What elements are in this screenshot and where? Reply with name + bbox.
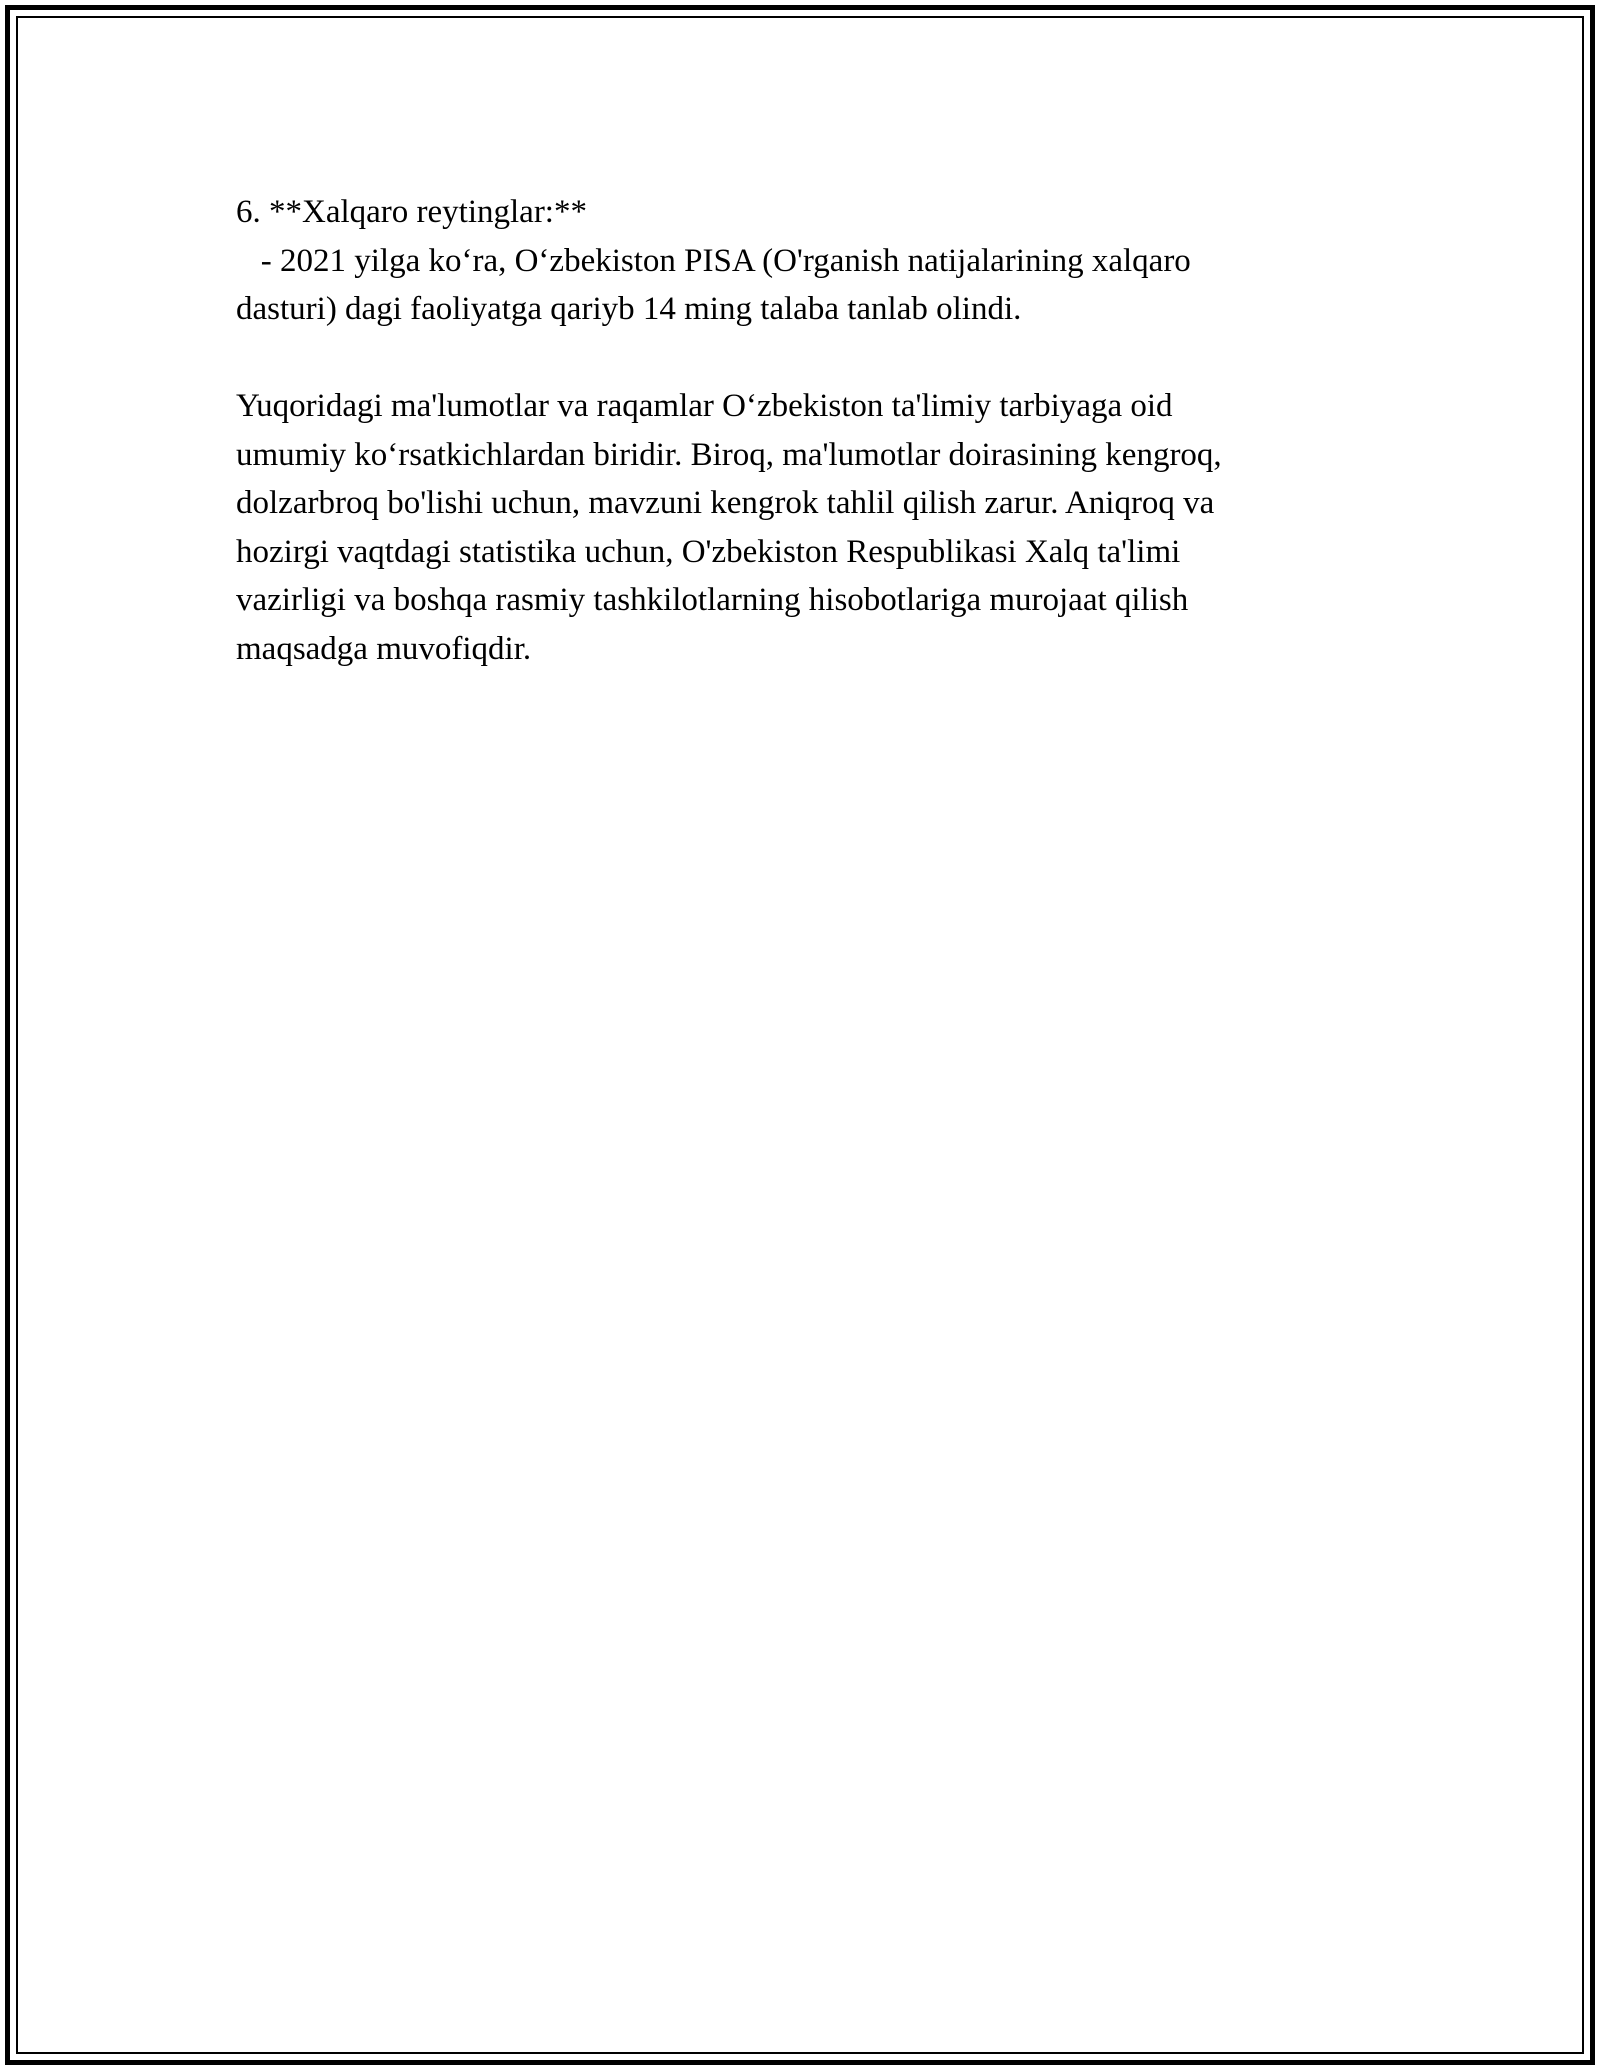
paragraph-spacer: [236, 334, 1366, 383]
section-line-2: dasturi) dagi faoliyatga qariyb 14 ming talaba tanlab olindi.: [236, 291, 1022, 327]
conclusion-line-3: dolzarbroq bo'lishi uchun, mavzuni kengrok tahlil qilish zarur. Aniqroq va: [236, 485, 1215, 521]
conclusion-line-5: vazirligi va boshqa rasmiy tashkilotlarning hisobotlariga murojaat qilish: [236, 582, 1189, 618]
conclusion-line-2: umumiy ko‘rsatkichlardan biridir. Biroq, ma'lumotlar doirasining kengroq,: [236, 436, 1222, 473]
section-heading: 6. **Xalqaro reytinglar:**: [236, 194, 587, 230]
conclusion-line-1: Yuqoridagi ma'lumotlar va raqamlar O‘zbekiston ta'limiy tarbiyaga oid: [236, 388, 1173, 424]
section-line-1: - 2021 yilga ko‘ra, O‘zbekiston PISA (O'rganish natijalarining xalqaro: [236, 242, 1191, 279]
conclusion-line-6: maqsadga muvofiqdir.: [236, 630, 532, 667]
conclusion-line-4: hozirgi vaqtdagi statistika uchun, O'zbekiston Respublikasi Xalq ta'limi: [236, 533, 1181, 570]
page-content: [236, 188, 1366, 673]
